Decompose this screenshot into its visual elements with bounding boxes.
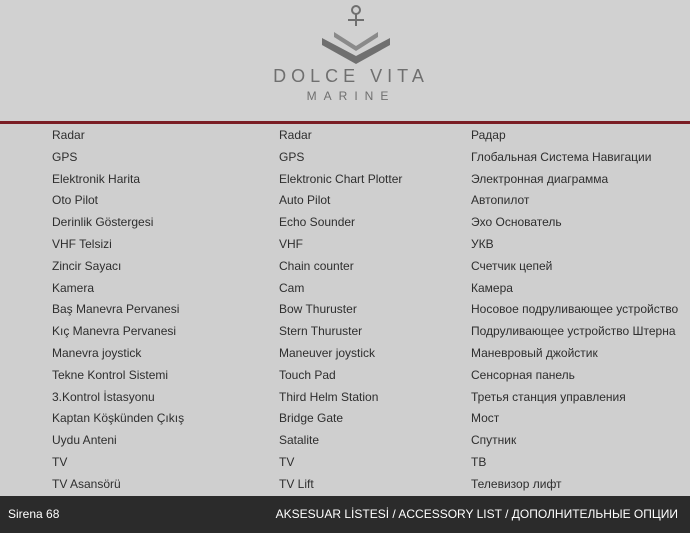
- list-item: [0, 190, 690, 212]
- model-name: Sirena 68: [8, 507, 60, 521]
- item-turkish: Baş Manevra Pervanesi: [52, 302, 180, 317]
- item-russian: Глобальная Система Навигации: [471, 149, 652, 164]
- list-item: [0, 387, 690, 409]
- item-english: Cam: [279, 280, 305, 295]
- section-title: AKSESUAR LİSTESİ / ACCESSORY LIST / ДОПОЛНИТЕЛЬНЫЕ ОПЦИИ: [275, 507, 678, 521]
- item-english: Third Helm Station: [279, 389, 379, 404]
- item-turkish: Oto Pilot: [52, 193, 99, 208]
- item-english: Touch Pad: [279, 367, 336, 382]
- item-english: Radar: [279, 128, 312, 142]
- accessory-list: [0, 125, 690, 496]
- item-english: GPS: [279, 149, 305, 164]
- item-english: Auto Pilot: [279, 193, 331, 208]
- item-english: TV Lift: [279, 476, 314, 491]
- item-russian: Камера: [471, 280, 513, 295]
- item-turkish: Zincir Sayacı: [52, 258, 122, 273]
- item-russian: Мост: [471, 411, 500, 426]
- list-item: [0, 430, 690, 452]
- item-russian: Электронная диаграмма: [471, 171, 609, 186]
- list-item: [0, 343, 690, 365]
- item-turkish: Kıç Manevra Pervanesi: [52, 324, 177, 339]
- item-turkish: Elektronik Harita: [52, 171, 141, 186]
- page-header: [0, 0, 690, 121]
- item-turkish: TV: [52, 454, 68, 469]
- item-russian: ТВ: [471, 454, 487, 469]
- list-item: [0, 299, 690, 321]
- item-turkish: Derinlik Göstergesi: [52, 215, 154, 230]
- item-english: Elektronic Chart Plotter: [279, 171, 403, 186]
- item-russian: Третья станция управления: [471, 389, 626, 404]
- header-divider: [0, 121, 690, 124]
- item-english: Maneuver joystick: [279, 345, 376, 360]
- item-russian: Носовое подруливающее устройство: [471, 302, 679, 317]
- item-russian: Маневровый джойстик: [471, 345, 598, 360]
- item-russian: Счетчик цепей: [471, 258, 553, 273]
- item-russian: Спутник: [471, 433, 517, 448]
- item-russian: Автопилот: [471, 193, 530, 208]
- item-turkish: Uydu Anteni: [52, 433, 117, 448]
- list-item: [0, 321, 690, 343]
- item-turkish: Tekne Kontrol Sistemi: [52, 367, 169, 382]
- list-item: [0, 125, 690, 147]
- list-item: [0, 147, 690, 169]
- item-english: VHF: [279, 236, 303, 251]
- list-item: [0, 365, 690, 387]
- item-russian: Радар: [471, 128, 506, 142]
- item-turkish: 3.Kontrol İstasyonu: [52, 389, 155, 404]
- list-item: [0, 452, 690, 474]
- list-item: [0, 212, 690, 234]
- item-english: Satalite: [279, 433, 320, 448]
- item-english: Chain counter: [279, 258, 354, 273]
- item-turkish: Manevra joystick: [52, 345, 142, 360]
- item-russian: Подруливающее устройство Штерна: [471, 324, 676, 339]
- list-item: [0, 169, 690, 191]
- list-item: [0, 234, 690, 256]
- item-english: Bridge Gate: [279, 411, 344, 426]
- item-turkish: Kamera: [52, 280, 95, 295]
- anchor-chevron-logo-icon: [318, 2, 394, 66]
- brand-name: DOLCE VITA: [273, 66, 429, 86]
- list-item: [0, 408, 690, 430]
- item-turkish: VHF Telsizi: [52, 236, 112, 251]
- item-russian: УКВ: [471, 236, 494, 251]
- item-russian: Телевизор лифт: [471, 476, 562, 491]
- item-turkish: GPS: [52, 149, 78, 164]
- item-russian: Сенсорная панель: [471, 367, 575, 382]
- page-footer: [0, 496, 690, 533]
- item-english: TV: [279, 454, 295, 469]
- list-item: [0, 278, 690, 300]
- item-turkish: Radar: [52, 128, 85, 142]
- item-english: Stern Thuruster: [279, 324, 363, 339]
- item-english: Bow Thuruster: [279, 302, 357, 317]
- item-turkish: TV Asansörü: [52, 476, 121, 491]
- list-item: [0, 474, 690, 496]
- item-turkish: Kaptan Köşkünden Çıkış: [52, 411, 185, 426]
- brand-subtitle: MARINE: [306, 89, 396, 103]
- item-russian: Эхо Основатель: [471, 215, 562, 230]
- item-english: Echo Sounder: [279, 215, 356, 230]
- list-item: [0, 256, 690, 278]
